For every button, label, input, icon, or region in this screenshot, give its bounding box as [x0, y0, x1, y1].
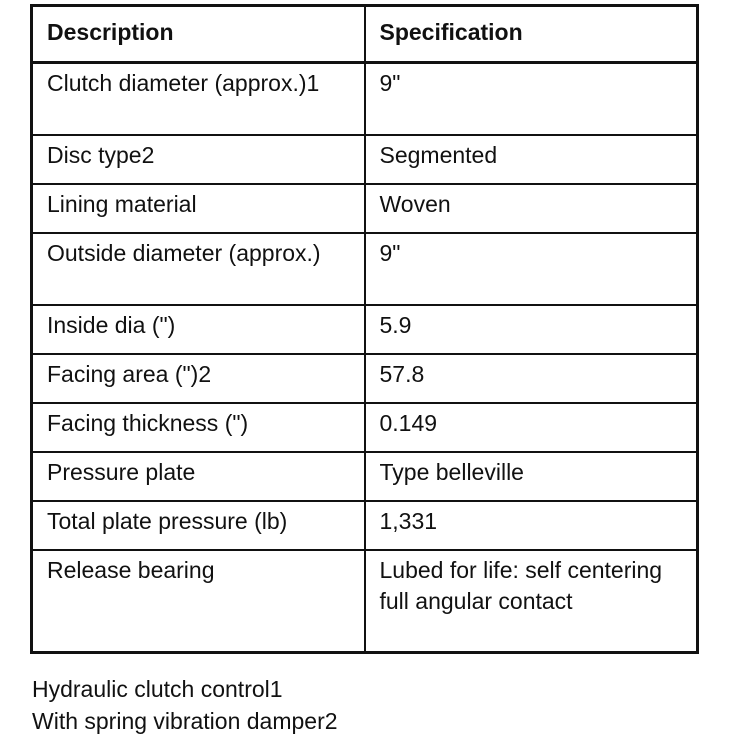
row-description: Lining material [32, 184, 365, 233]
row-description: Inside dia (") [32, 305, 365, 354]
row-description: Release bearing [32, 550, 365, 653]
table-row [32, 501, 698, 550]
row-description: Pressure plate [32, 452, 365, 501]
table-row [32, 354, 698, 403]
row-description: Disc type2 [32, 135, 365, 184]
header-specification: Specification [365, 6, 698, 63]
row-specification: 5.9 [365, 305, 698, 354]
specification-table [30, 4, 699, 654]
table-row [32, 135, 698, 184]
table-row [32, 403, 698, 452]
row-specification: 0.149 [365, 403, 698, 452]
table-row [32, 452, 698, 501]
table-row [32, 305, 698, 354]
row-description: Clutch diameter (approx.)1 [32, 63, 365, 136]
header-description: Description [32, 6, 365, 63]
row-specification: 1,331 [365, 501, 698, 550]
header-row [32, 6, 698, 63]
table-row [32, 233, 698, 305]
table-row [32, 184, 698, 233]
row-specification: Type belleville [365, 452, 698, 501]
footnote-2: With spring vibration damper2 [32, 708, 338, 734]
row-specification: Woven [365, 184, 698, 233]
row-specification: 9" [365, 63, 698, 136]
row-description: Facing thickness (") [32, 403, 365, 452]
row-specification: Segmented [365, 135, 698, 184]
row-specification: 57.8 [365, 354, 698, 403]
row-description: Facing area (")2 [32, 354, 365, 403]
row-specification: Lubed for life: self centering full angular contact [365, 550, 698, 653]
footnotes [32, 673, 338, 737]
row-specification: 9" [365, 233, 698, 305]
row-description: Total plate pressure (lb) [32, 501, 365, 550]
table-row [32, 63, 698, 136]
table-row [32, 550, 698, 653]
row-description: Outside diameter (approx.) [32, 233, 365, 305]
footnote-1: Hydraulic clutch control1 [32, 676, 283, 702]
